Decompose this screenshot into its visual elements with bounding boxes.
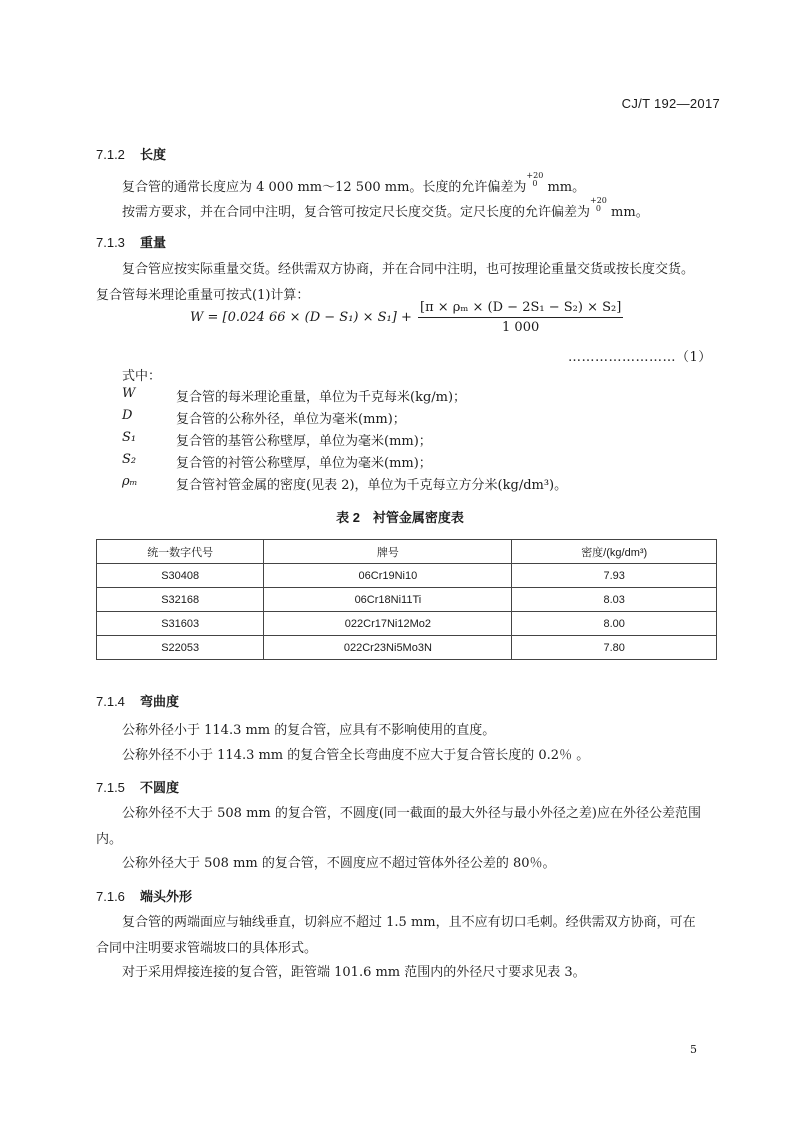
table-header-cell: 密度/(kg/dm³) (512, 540, 717, 564)
section-number: 7.1.6 (96, 889, 125, 904)
section-number: 7.1.5 (96, 780, 125, 795)
table-cell: 06Cr19Ni10 (264, 564, 512, 588)
paragraph-roundness-1: 公称外径不大于 508 mm 的复合管，不圆度(同一截面的最大外径与最小外径之差)应在外径公差范围内。 (96, 806, 702, 847)
table-cell: 8.03 (512, 588, 717, 612)
table-cell: 8.00 (512, 612, 717, 636)
paragraph-end-shape-1: 复合管的两端面应与轴线垂直，切斜应不超过 1.5 mm，且不应有切口毛刺。经供需双方协商，可在合同中注明要求管端坡口的具体形式。 (96, 915, 696, 956)
tolerance-upper: +20 (590, 196, 607, 205)
variable-row (122, 408, 682, 430)
table-row (97, 564, 717, 588)
table-header-row (97, 540, 717, 564)
table-cell: S31603 (97, 612, 264, 636)
tolerance (526, 172, 543, 188)
text: 按需方要求，并在合同中注明，复合管可按定尺长度交货。定尺长度的允许偏差为 (122, 205, 591, 220)
tolerance (590, 197, 607, 213)
table-cell: 7.80 (512, 636, 717, 660)
table-row (97, 588, 717, 612)
variable-symbol: D (122, 408, 133, 423)
paragraph-length-1 (122, 172, 585, 195)
variable-description: 复合管的公称外径，单位为毫米(mm)； (176, 412, 406, 427)
equation-number: ……………………（1） (568, 350, 712, 365)
variable-symbol: ρₘ (122, 474, 138, 489)
variable-row (122, 430, 682, 452)
weight-formula (190, 300, 623, 335)
variable-row (122, 474, 682, 496)
table-cell: S22053 (97, 636, 264, 660)
section-number: 7.1.4 (96, 694, 125, 709)
section-number: 7.1.2 (96, 147, 125, 162)
section-title: 长度 (140, 147, 167, 162)
variable-description: 复合管的每米理论重量，单位为千克每米(kg/m)； (176, 390, 467, 405)
table-cell: 7.93 (512, 564, 717, 588)
section-heading-7-1-4 (96, 691, 179, 710)
section-title: 端头外形 (140, 889, 193, 904)
paragraph-weight: 复合管应按实际重量交货。经供需双方协商，并在合同中注明，也可按理论重量交货或按长度交货。复合管每米理论重量可按式(1)计算： (96, 262, 695, 303)
page-number: 5 (690, 1043, 697, 1056)
section-title: 弯曲度 (140, 694, 180, 709)
paragraph-length-2 (122, 197, 649, 220)
variable-description: 复合管的衬管公称壁厚，单位为毫米(mm)； (176, 456, 432, 471)
formula-numerator: [π × ρₘ × (D − 2S₁ − S₂) × S₂] (418, 300, 623, 318)
section-number: 7.1.3 (96, 235, 125, 250)
variable-row (122, 386, 682, 408)
table-caption: 表 2 衬管金属密度表 (336, 510, 464, 525)
variable-row (122, 452, 682, 474)
paragraph-end-shape-2: 对于采用焊接连接的复合管，距管端 101.6 mm 范围内的外径尺寸要求见表 3。 (122, 965, 586, 980)
section-heading-7-1-3 (96, 232, 166, 251)
standard-code: CJ/T 192—2017 (621, 96, 720, 111)
text: mm。 (606, 205, 649, 220)
tolerance-lower: 0 (532, 179, 538, 188)
table-cell: S32168 (97, 588, 264, 612)
variable-description: 复合管衬管金属的密度(见表 2)，单位为千克每立方分米(kg/dm³)。 (176, 478, 568, 493)
table-cell: S30408 (97, 564, 264, 588)
tolerance-upper: +20 (526, 171, 544, 180)
variable-description: 复合管的基管公称壁厚，单位为毫米(mm)； (176, 434, 432, 449)
section-title: 不圆度 (140, 780, 180, 795)
paragraph-roundness-2: 公称外径大于 508 mm 的复合管，不圆度应不超过管体外径公差的 80％。 (122, 856, 556, 871)
section-heading-7-1-5 (96, 777, 179, 796)
formula-denominator: 1 000 (502, 320, 540, 335)
paragraph-straightness-1: 公称外径小于 114.3 mm 的复合管，应具有不影响使用的直度。 (122, 723, 496, 738)
section-title: 重量 (140, 235, 167, 250)
where-label: 式中： (122, 369, 162, 384)
table-row (97, 612, 717, 636)
table-row (97, 636, 717, 660)
text: mm。 (543, 180, 586, 195)
tolerance-lower: 0 (595, 204, 601, 213)
variable-symbol: S₂ (122, 452, 137, 467)
density-table (96, 539, 717, 660)
table-cell: 022Cr17Ni12Mo2 (264, 612, 512, 636)
table-header-cell: 牌号 (264, 540, 512, 564)
table-header-cell: 统一数字代号 (97, 540, 264, 564)
variable-symbol: S₁ (122, 430, 137, 445)
text: 复合管的通常长度应为 4 000 mm～12 500 mm。长度的允许偏差为 (122, 180, 527, 195)
table-cell: 06Cr18Ni11Ti (264, 588, 512, 612)
formula-fraction (418, 300, 623, 335)
variable-symbol: W (122, 386, 136, 401)
table-cell: 022Cr23Ni5Mo3N (264, 636, 512, 660)
formula-left: W = [0.024 66 × (D − S₁) × S₁] + (190, 310, 412, 325)
paragraph-straightness-2: 公称外径不小于 114.3 mm 的复合管全长弯曲度不应大于复合管长度的 0.2％ 。 (122, 748, 590, 763)
section-heading-7-1-2 (96, 144, 166, 163)
section-heading-7-1-6 (96, 886, 192, 905)
